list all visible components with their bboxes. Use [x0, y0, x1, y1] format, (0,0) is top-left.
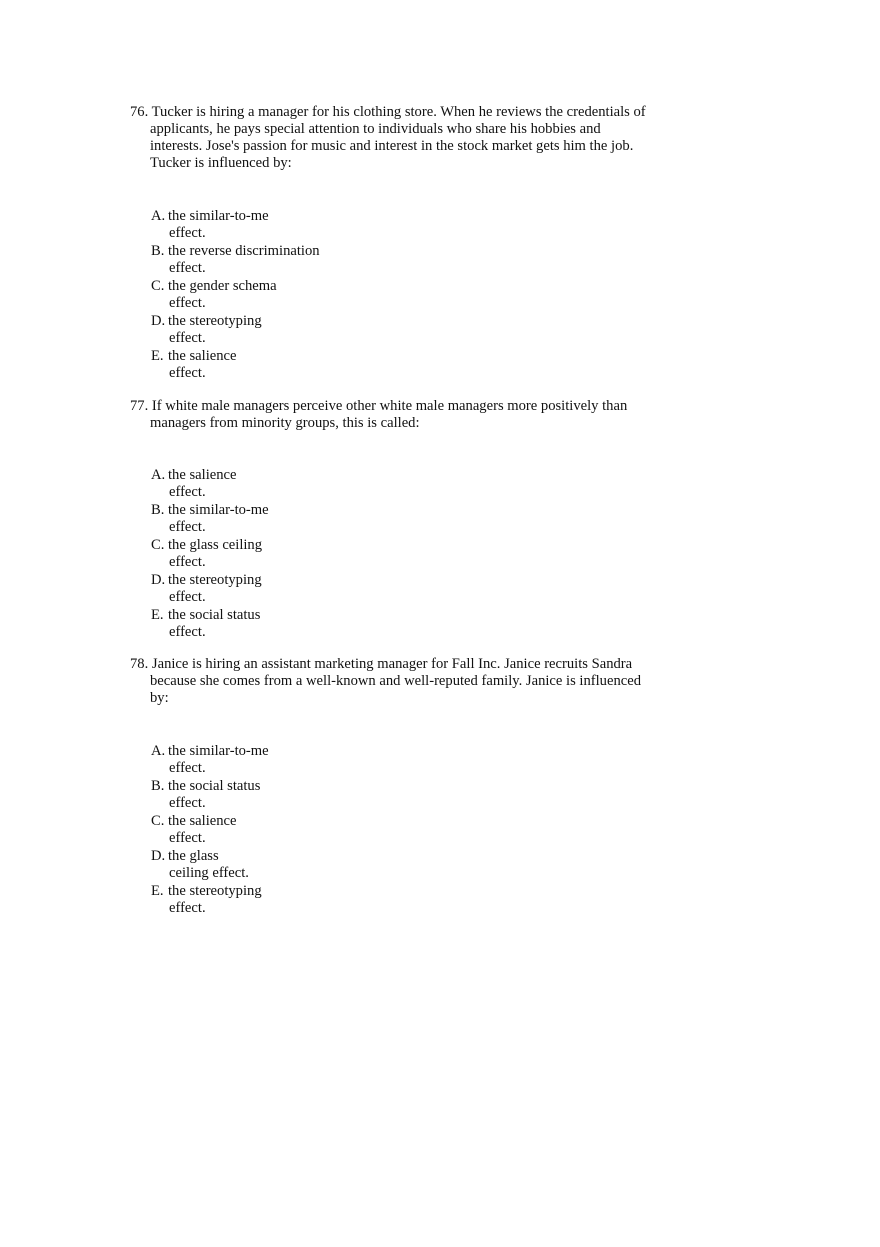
- option-text: the stereotyping: [168, 883, 262, 899]
- option-letter: E.: [151, 607, 164, 623]
- option-letter: A.: [151, 467, 166, 483]
- stem-line: applicants, he pays special attention to individuals who share his hobbies and: [150, 121, 601, 137]
- question-number: 77.: [130, 398, 149, 414]
- option-letter: C.: [151, 278, 165, 294]
- option-letter: B.: [151, 778, 165, 794]
- stem-line: If white male managers perceive other white male managers more positively than: [151, 398, 628, 414]
- option-letter: C.: [151, 537, 165, 553]
- question-76: [126, 104, 646, 172]
- option-text-continued: effect.: [169, 624, 206, 640]
- answer-option-e: [151, 607, 391, 641]
- option-text-continued: effect.: [169, 484, 206, 500]
- answer-option-d: [151, 313, 391, 347]
- option-text: the glass: [168, 848, 219, 864]
- answer-option-b: [151, 243, 391, 277]
- answer-option-a: [151, 467, 391, 501]
- stem-line: by:: [150, 690, 169, 706]
- option-text: the similar-to-me: [168, 208, 269, 224]
- option-letter: B.: [151, 502, 165, 518]
- stem-line: managers from minority groups, this is called:: [150, 415, 420, 431]
- question-stem: [126, 398, 646, 432]
- answer-option-b: [151, 778, 391, 812]
- stem-line: interests. Jose's passion for music and interest in the stock market gets him the: [150, 138, 608, 154]
- option-letter: A.: [151, 208, 166, 224]
- option-letter: E.: [151, 883, 164, 899]
- question-number: 76.: [130, 104, 149, 120]
- option-letter: E.: [151, 348, 164, 364]
- option-text-continued: effect.: [169, 519, 206, 535]
- option-text: the salience: [168, 348, 237, 364]
- answer-option-d: [151, 572, 391, 606]
- answer-option-e: [151, 348, 391, 382]
- option-letter: B.: [151, 243, 165, 259]
- option-text-continued: effect.: [169, 295, 206, 311]
- option-letter: D.: [151, 313, 166, 329]
- answer-option-c: [151, 278, 391, 312]
- stem-line: Janice is hiring an assistant marketing manager for Fall Inc. Janice recruits Sandra: [151, 656, 633, 672]
- option-text: the stereotyping: [168, 313, 262, 329]
- option-letter: D.: [151, 572, 166, 588]
- question-stem: [126, 104, 646, 172]
- question-number: 78.: [130, 656, 149, 672]
- answer-option-a: [151, 743, 391, 777]
- option-text-continued: effect.: [169, 795, 206, 811]
- stem-line: job. Tucker is influenced by:: [150, 138, 634, 171]
- option-text-continued: effect.: [169, 830, 206, 846]
- option-text: the glass ceiling: [168, 537, 263, 553]
- question-78: [126, 656, 646, 707]
- option-text-continued: effect.: [169, 330, 206, 346]
- answer-options-78: [151, 743, 391, 918]
- option-text: the salience: [168, 467, 237, 483]
- answer-option-d: [151, 848, 391, 882]
- option-text-continued: effect.: [169, 260, 206, 276]
- answer-option-c: [151, 537, 391, 571]
- option-text: the social status: [168, 778, 261, 794]
- option-text: the gender schema: [168, 278, 277, 294]
- option-text: the similar-to-me: [168, 743, 269, 759]
- option-text-continued: ceiling effect.: [169, 865, 249, 881]
- option-letter: D.: [151, 848, 166, 864]
- answer-option-c: [151, 813, 391, 847]
- option-text: the social status: [168, 607, 261, 623]
- answer-option-e: [151, 883, 391, 917]
- answer-option-a: [151, 208, 391, 242]
- question-77: [126, 398, 646, 432]
- option-text-continued: effect.: [169, 760, 206, 776]
- option-text-continued: effect.: [169, 554, 206, 570]
- stem-line: Tucker is hiring a manager for his clothing store. When he reviews the credentials of: [151, 104, 646, 120]
- stem-line: because she comes from a well-known and well-reputed family. Janice is influenced: [150, 673, 642, 689]
- option-text-continued: effect.: [169, 589, 206, 605]
- option-text: the reverse discrimination: [168, 243, 320, 259]
- option-text-continued: effect.: [169, 365, 206, 381]
- option-letter: C.: [151, 813, 165, 829]
- answer-options-76: [151, 208, 391, 383]
- option-text-continued: effect.: [169, 225, 206, 241]
- answer-option-b: [151, 502, 391, 536]
- option-text: the stereotyping: [168, 572, 262, 588]
- option-text: the salience: [168, 813, 237, 829]
- option-letter: A.: [151, 743, 166, 759]
- option-text-continued: effect.: [169, 900, 206, 916]
- answer-options-77: [151, 467, 391, 642]
- option-text: the similar-to-me: [168, 502, 269, 518]
- question-stem: [126, 656, 646, 707]
